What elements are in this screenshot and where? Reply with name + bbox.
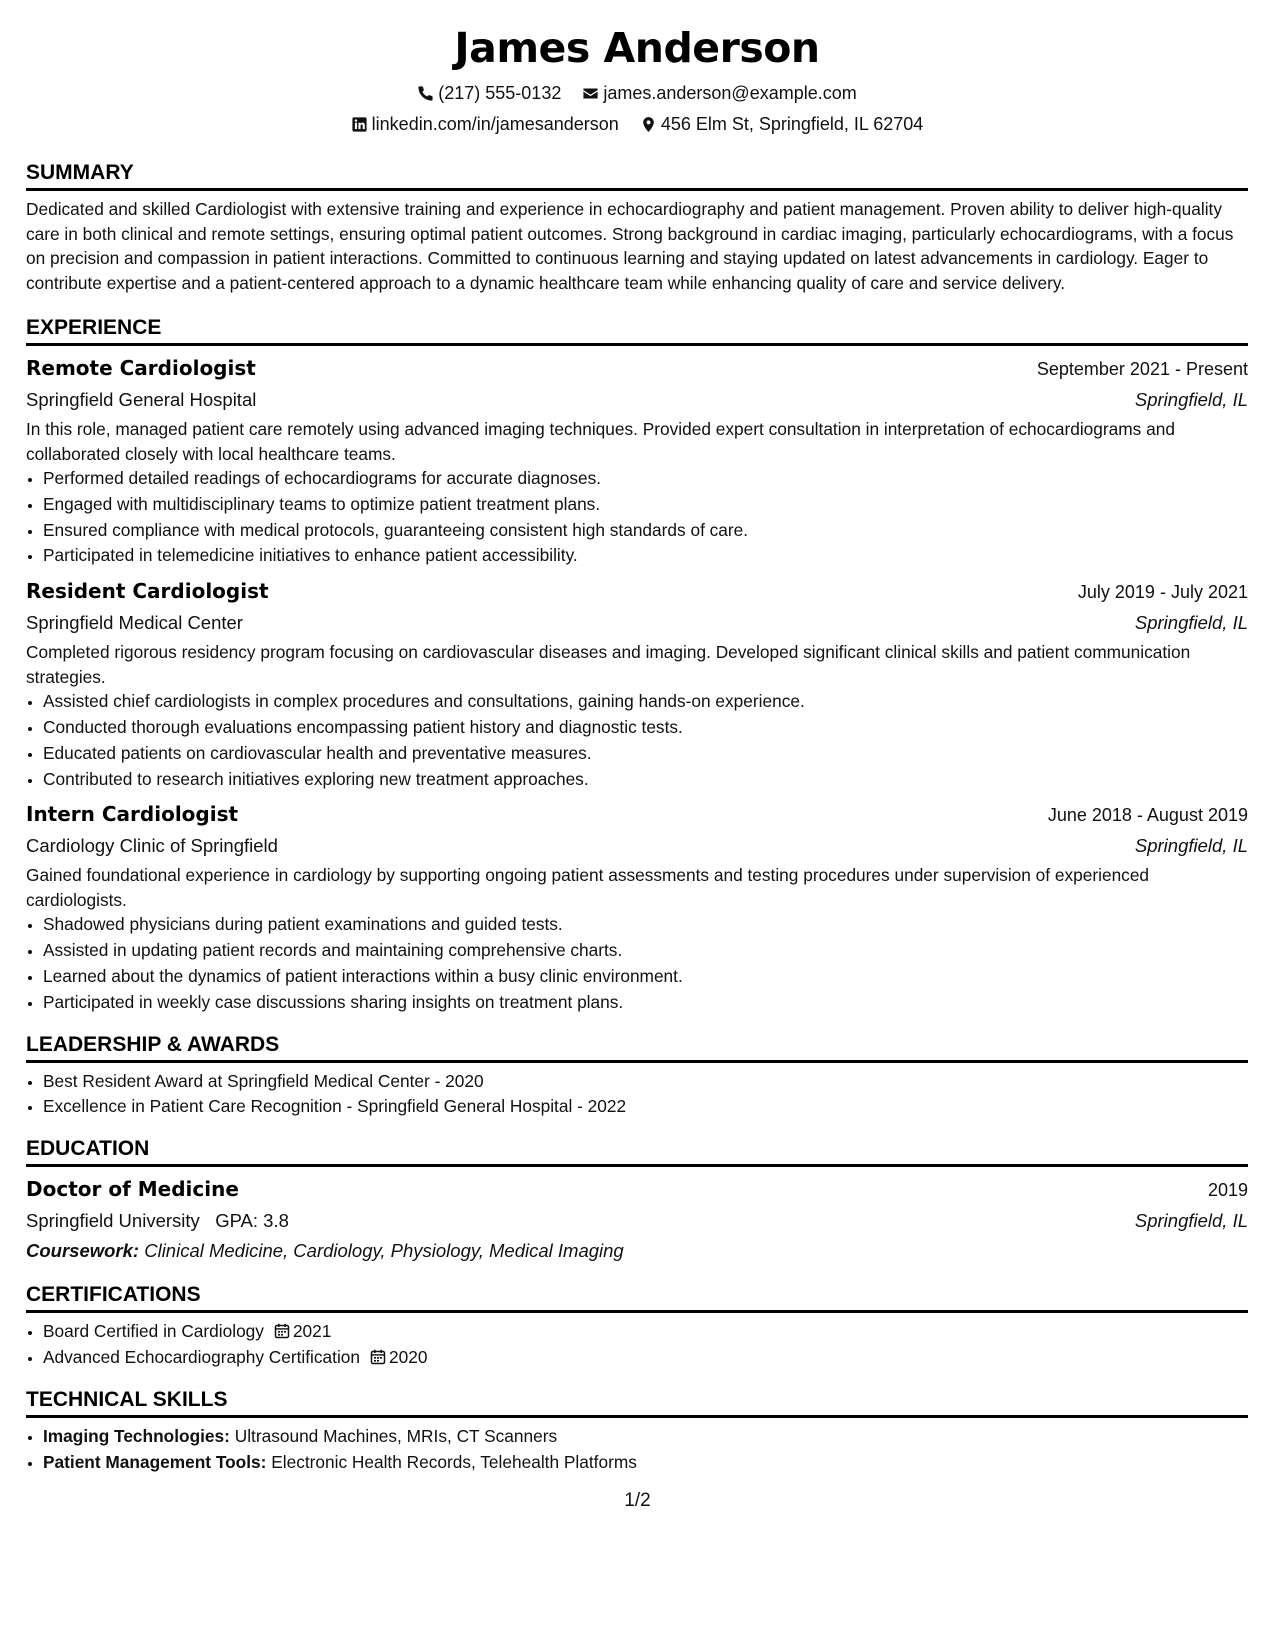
list-item: • Best Resident Award at Springfield Medical Center - 2020 xyxy=(43,1069,1248,1095)
list-item xyxy=(43,1450,1248,1476)
degree-title: Doctor of Medicine xyxy=(26,1177,239,1202)
list-item: • Shadowed physicians during patient examinations and guided tests. xyxy=(43,912,1248,938)
calendar-icon xyxy=(370,1349,386,1365)
phone-icon xyxy=(417,85,434,102)
leadership-section xyxy=(26,1030,1248,1121)
job-bullets xyxy=(26,912,1248,1015)
list-item xyxy=(43,1319,1248,1345)
skill-value: Ultrasound Machines, MRIs, CT Scanners xyxy=(234,1425,558,1446)
calendar-icon xyxy=(274,1323,290,1339)
contact-line-1 xyxy=(26,78,1248,109)
list-item xyxy=(43,1424,1248,1450)
job-description: Completed rigorous residency program focusing on cardiovascular diseases and imaging. Developed significant clinical skills and patient communication strategies. xyxy=(26,642,1191,687)
skills-list xyxy=(26,1424,1248,1476)
linkedin-text: linkedin.com/in/jamesanderson xyxy=(371,114,619,134)
job-location: Springfield, IL xyxy=(1134,389,1248,410)
school-info xyxy=(26,1206,289,1236)
graduation-year: 2019 xyxy=(1207,1180,1248,1201)
summary-section xyxy=(26,158,1248,295)
leadership-heading: LEADERSHIP & AWARDS xyxy=(26,1030,1248,1063)
school-name: Springfield University xyxy=(26,1210,200,1232)
skills-section xyxy=(26,1385,1248,1476)
certification-name: Advanced Echocardiography Certification xyxy=(43,1346,361,1367)
job-entry xyxy=(26,798,1248,1015)
school-location: Springfield, IL xyxy=(1134,1210,1248,1232)
summary-text: Dedicated and skilled Cardiologist with extensive training and experience in echocardiography and patient management. Proven ability to deliver high-quality care in both clinical and remote settings, ensuring optimal patient outcomes. Strong background in cardiac imaging, particularly echocardiograms, with a focus on precision and compassion in patient interactions. Committed to continuous learning and staying updated on latest advancements in cardiology. Eager to contribute expertise and a patient-centered approach to a dynamic healthcare team while enhancing quality of care and service delivery. xyxy=(26,199,1234,293)
skill-label: Imaging Technologies: xyxy=(43,1425,230,1446)
experience-heading: EXPERIENCE xyxy=(26,313,1248,346)
coursework xyxy=(26,1236,1248,1266)
email-text: james.anderson@example.com xyxy=(603,83,857,103)
list-item: • Assisted chief cardiologists in complex procedures and consultations, gaining hands-on experience. xyxy=(43,689,1248,715)
list-item: • Assisted in updating patient records and maintaining comprehensive charts. xyxy=(43,938,1248,964)
envelope-icon xyxy=(582,85,599,102)
list-item: • Participated in weekly case discussions sharing insights on treatment plans. xyxy=(43,990,1248,1016)
address-text: 456 Elm St, Springfield, IL 62704 xyxy=(660,114,924,134)
page-indicator: 1/2 xyxy=(624,1490,651,1511)
certifications-section xyxy=(26,1280,1248,1371)
list-item: • Engaged with multidisciplinary teams to optimize patient treatment plans. xyxy=(43,492,1248,518)
job-entry xyxy=(26,352,1248,569)
awards-list xyxy=(26,1069,1248,1121)
job-organization: Cardiology Clinic of Springfield xyxy=(26,835,278,857)
coursework-list: Clinical Medicine, Cardiology, Physiology, Medical Imaging xyxy=(144,1240,624,1262)
experience-section xyxy=(26,313,1248,1016)
job-dates: September 2021 - Present xyxy=(1036,359,1248,379)
job-organization: Springfield Medical Center xyxy=(26,612,243,634)
map-pin-icon xyxy=(640,116,657,133)
certifications-heading: CERTIFICATIONS xyxy=(26,1280,1248,1313)
linkedin-icon xyxy=(351,116,368,133)
linkedin-contact[interactable] xyxy=(351,109,619,140)
job-entry xyxy=(26,575,1248,792)
list-item: • Performed detailed readings of echocardiograms for accurate diagnoses. xyxy=(43,466,1248,492)
list-item: • Learned about the dynamics of patient interactions within a busy clinic environment. xyxy=(43,964,1248,990)
list-item: • Educated patients on cardiovascular health and preventative measures. xyxy=(43,741,1248,767)
certification-year: 2020 xyxy=(389,1346,428,1367)
skills-heading: TECHNICAL SKILLS xyxy=(26,1385,1248,1418)
job-location: Springfield, IL xyxy=(1134,835,1248,857)
skill-label: Patient Management Tools: xyxy=(43,1451,267,1472)
job-title: Remote Cardiologist xyxy=(26,356,256,380)
job-dates: July 2019 - July 2021 xyxy=(1077,582,1248,603)
list-item: • Participated in telemedicine initiatives to enhance patient accessibility. xyxy=(43,543,1248,569)
job-bullets xyxy=(26,689,1248,792)
coursework-label: Coursework: xyxy=(26,1240,140,1262)
job-description: In this role, managed patient care remotely using advanced imaging techniques. Provided expert consultation in interpretation of echocardiograms and collaborated closely with local healthcare teams. xyxy=(26,419,1175,464)
education-section xyxy=(26,1134,1248,1266)
candidate-name: James Anderson xyxy=(454,24,820,72)
job-title: Resident Cardiologist xyxy=(26,579,269,604)
job-bullets xyxy=(26,466,1248,569)
skill-value: Electronic Health Records, Telehealth Platforms xyxy=(271,1451,637,1472)
phone-text: (217) 555-0132 xyxy=(438,83,562,103)
contact-line-2 xyxy=(26,109,1248,140)
job-organization: Springfield General Hospital xyxy=(26,389,257,410)
certification-year: 2021 xyxy=(292,1321,332,1342)
list-item: • Contributed to research initiatives exploring new treatment approaches. xyxy=(43,767,1248,793)
certification-name: Board Certified in Cardiology xyxy=(43,1321,264,1342)
list-item: • Excellence in Patient Care Recognition - Springfield General Hospital - 2022 xyxy=(43,1094,1248,1120)
job-title: Intern Cardiologist xyxy=(26,802,239,827)
summary-heading: SUMMARY xyxy=(26,158,1248,191)
email-contact[interactable] xyxy=(582,78,856,109)
job-dates: June 2018 - August 2019 xyxy=(1047,805,1248,826)
job-location: Springfield, IL xyxy=(1134,612,1248,634)
list-item xyxy=(43,1345,1248,1371)
job-description: Gained foundational experience in cardiology by supporting ongoing patient assessments and testing procedures under supervision of experienced cardiologists. xyxy=(26,865,1150,910)
gpa: GPA: 3.8 xyxy=(215,1210,289,1232)
list-item: • Conducted thorough evaluations encompassing patient history and diagnostic tests. xyxy=(43,715,1248,741)
certifications-list xyxy=(26,1319,1248,1371)
resume-page xyxy=(26,18,1248,1475)
education-heading: EDUCATION xyxy=(26,1134,1248,1167)
list-item: • Ensured compliance with medical protocols, guaranteeing consistent high standards of care. xyxy=(43,518,1248,544)
address-contact xyxy=(640,109,924,140)
phone-contact[interactable] xyxy=(417,78,561,109)
